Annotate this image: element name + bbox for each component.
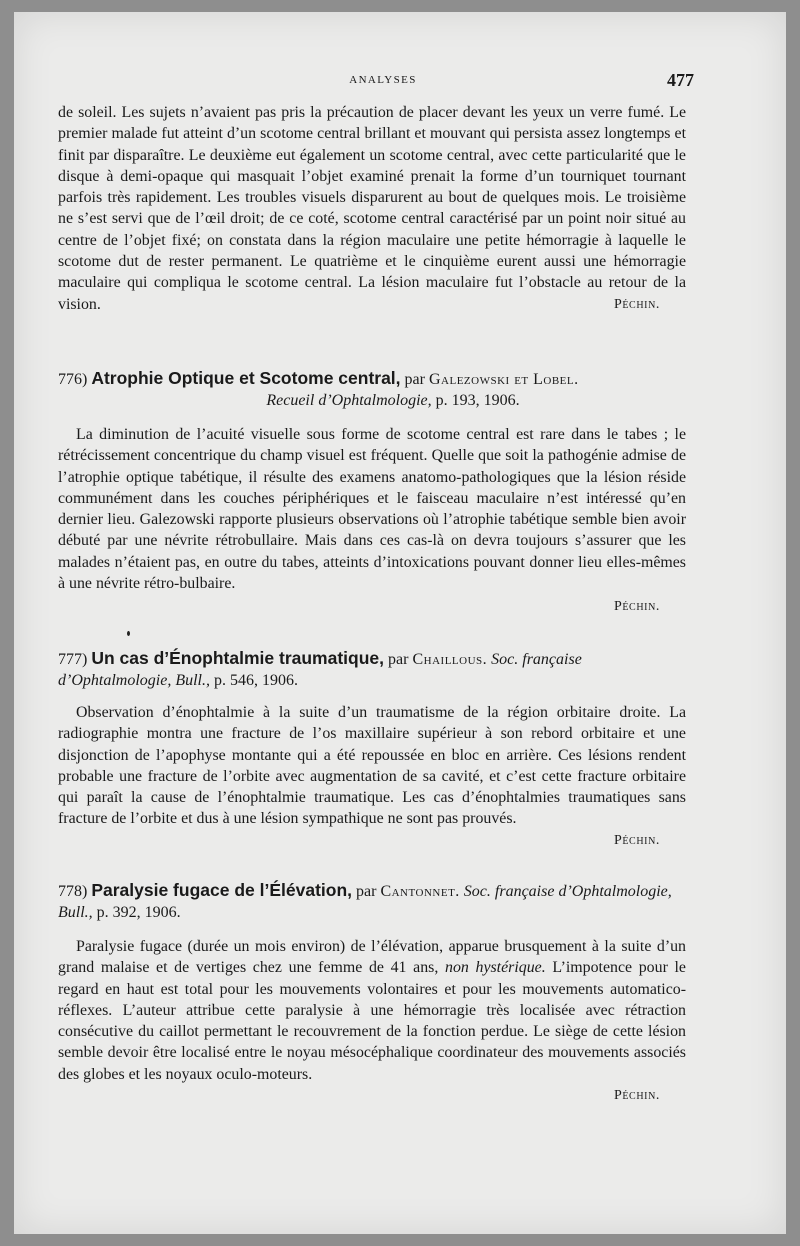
- entry-paragraph: Observation d’énophtalmie à la suite d’un traumatisme de la région orbitaire droite. La radiographie montra une fracture de l’os maxillaire supérieur à son rebord orbitaire et une disjonction de l’apophyse montante qui a été repoussée en bloc en arrière. Ces lésions rendent probable une fracture de l’orbite avec augmentation de sa cavité, et c’est cette fracture orbitaire qui paraît la cause de l’énophtalmie traumatique. Les cas d’énophtalmies traumatiques sans fracture de l’orbite et dus à une lésion sympathique ne sont pas prouvés.: [58, 704, 686, 828]
- signature: Péchin.: [613, 1088, 660, 1104]
- entry-source: Soc. française d’Ophtalmologie, Bull.,: [58, 883, 672, 921]
- entry-paragraph: La diminution de l’acuité visuelle sous forme de scotome central est rare dans le tabes ; le rétrécissement concentrique du champ visuel est fréquent. Quelle que soit la pathogénie admise de l’atrophie optique tabétique, il résulte des examens anatomo-pathologiques que la lésion réside communément dans les couches périphériques et le faisceau maculaire n’est intéressé qu’en dernier lieu. Galezowski rapporte plusieurs observations où l’atrophie tabétique semble bien avoir débuté par une névrite rétrobullaire. Mais dans ces cas-là on devra toujours s’assurer que les malades n’étaient pas, en outre du tabes, atteints d’intoxications pouvant donner lieu elles-mêmes à une névrite rétro-bulbaire.: [58, 426, 686, 593]
- running-title: ANALYSES: [349, 74, 417, 86]
- text-run: Paralysie fugace (durée un mois environ) de l’élévation, apparue brusquement à la suite d’un grand malaise et de vertiges chez une femme de 41 ans,: [58, 938, 686, 977]
- page-number: 477: [667, 70, 694, 90]
- text-run: L’impotence pour le regard en haut est total pour les mouvements volontaires et pour les mouvements automatico-réflexes. L’auteur attribue cette paralysie à une hémorragie très localisée avec rétraction consécutive du caillot permettant le recouvrement de la fonction perdue. Le siège de cette lésion semble devoir être localisé entre le noyau mésocéphalique coordinateur des mouvements associés des globes et les noyaux oculo-moteurs.: [58, 959, 686, 1083]
- ink-speck: [127, 631, 130, 636]
- running-head: [74, 70, 692, 94]
- italic-run: non hystérique.: [445, 959, 546, 977]
- entry-source-rest: p. 193, 1906.: [435, 392, 520, 409]
- entry-number: 778): [58, 883, 88, 900]
- continuation-paragraph: de soleil. Les sujets n’avaient pas pris la précaution de placer devant les yeux un verre fumé. Le premier malade fut atteint d’un scotome central brillant et mouvant qui persista assez longtemps et finit par disparaître. Le deuxième eut également un scotome central, avec cette particularité que le disque à demi-opaque qui masquait l’objet examiné prenait la forme d’un tourniquet tournant parfois très rapidement. Les troubles visuels disparurent au bout de quelques mois. Le troisième ne s’est servi que de l’œil droit; de ce coté, scotome central caractérisé par un point noir situé au centre de l’objet fixé; on constata dans la région maculaire une petite hémorragie à laquelle le scotome dut de rester permanent. Le quatrième et le cinquième eurent aussi une hémorragie maculaire qui compliqua le scotome central. La lésion maculaire fut l’obstacle au retour de la vision.: [58, 104, 686, 313]
- entry-number: 777): [58, 651, 88, 668]
- entry-778-heading: [58, 880, 688, 923]
- continuation-block: [58, 102, 686, 314]
- entry-title: Atrophie Optique et Scotome central,: [91, 368, 401, 388]
- entry-777-heading: [58, 648, 688, 691]
- entry-776-heading: [58, 368, 688, 411]
- entry-by: par: [404, 371, 425, 388]
- entry-777-body: [58, 702, 686, 850]
- entry-authors: Galezowski et Lobel.: [428, 371, 579, 388]
- scanned-page: [14, 12, 786, 1234]
- entry-number: 776): [58, 371, 88, 388]
- entry-source: Soc. française d’Ophtalmologie, Bull.,: [58, 651, 582, 689]
- entry-778-body: [58, 936, 686, 1105]
- entry-title: Un cas d’Énophtalmie traumatique,: [91, 648, 385, 668]
- signature: Péchin.: [613, 296, 660, 312]
- entry-citation: [58, 390, 688, 411]
- entry-by: par: [388, 651, 409, 668]
- entry-authors: Cantonnet.: [380, 883, 460, 900]
- signature: Péchin.: [613, 599, 660, 615]
- entry-source: Recueil d’Ophtalmologie,: [266, 392, 432, 409]
- entry-title: Paralysie fugace de l’Élévation,: [91, 880, 352, 900]
- entry-by: par: [356, 883, 377, 900]
- entry-source-rest: p. 392, 1906.: [96, 904, 181, 921]
- entry-source-rest: p. 546, 1906.: [213, 672, 298, 689]
- signature: Péchin.: [613, 832, 660, 848]
- entry-paragraph: [58, 936, 686, 1085]
- entry-authors: Chaillous.: [412, 651, 488, 668]
- entry-776-body: [58, 424, 686, 616]
